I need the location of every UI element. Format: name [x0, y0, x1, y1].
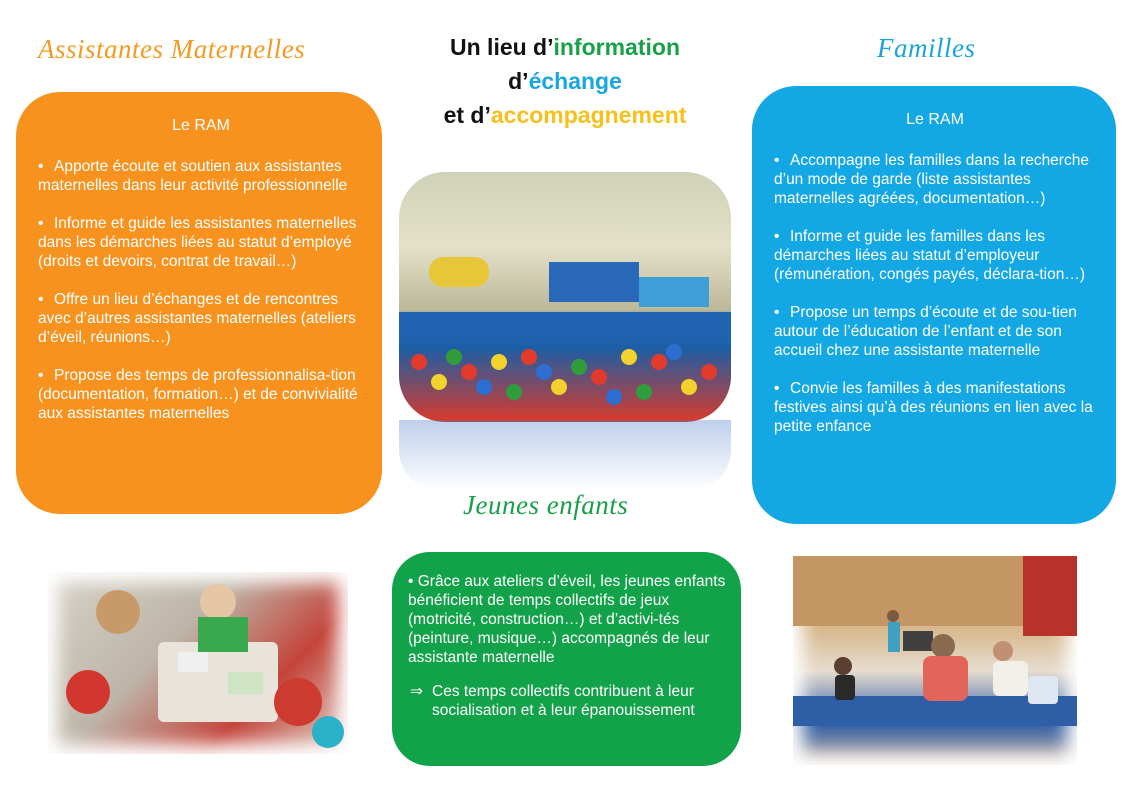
center-title-line-1: Un lieu d’information	[450, 34, 680, 60]
bullet-icon: •	[774, 380, 780, 397]
ball-pit-reflection	[399, 420, 731, 490]
group-activity-photo	[793, 556, 1077, 765]
panel-je-item: • Grâce aux ateliers d’éveil, les jeunes enfants bénéficient de temps collectifs de jeux (motricité, construction…) et d’activi-tés (peinture, musique…) accompagnés de leur assistante maternelle	[408, 573, 726, 666]
center-title-line-2: d’échange	[508, 68, 622, 94]
bullet-icon: •	[38, 367, 44, 384]
bullet-icon: •	[38, 215, 44, 232]
center-title	[405, 30, 725, 132]
word-echange: échange	[528, 68, 622, 94]
bullet-icon: •	[774, 152, 780, 169]
heading-familles: Familles	[877, 33, 976, 63]
bullet-icon: •	[774, 228, 780, 245]
center-title-line-3: et d’accompagnement	[443, 102, 687, 128]
bullet-icon: •	[38, 291, 44, 308]
panel-fam-item: • Propose un temps d’écoute et de sou-tien autour de l’éducation de l’enfant et de son accueil chez une assistante maternelle	[774, 304, 1077, 359]
panel-familles	[752, 86, 1116, 524]
children-painting-photo	[48, 572, 348, 754]
panel-fam-item: • Accompagne les familles dans la recherche d’un mode de garde (liste assistantes maternelles agréées, documentation…)	[774, 152, 1089, 207]
bullet-icon: •	[38, 158, 44, 175]
panel-fam-item: • Convie les familles à des manifestations festives ainsi qu’à des réunions en lien avec la petite enfance	[774, 380, 1093, 435]
heading-jeunes-enfants: Jeunes enfants	[463, 490, 629, 520]
panel-am-item: • Propose des temps de professionnalisa-tion (documentation, formation…) et de convivialité aux assistantes maternelles	[38, 367, 358, 422]
bullet-icon: •	[408, 573, 414, 590]
panel-am-item: • Offre un lieu d’échanges et de rencontres avec d’autres assistantes maternelles (ateliers d’éveil, réunions…)	[38, 291, 356, 346]
bullet-icon: •	[774, 304, 780, 321]
panel-am-item: • Apporte écoute et soutien aux assistantes maternelles dans leur activité professionnelle	[38, 158, 348, 194]
panel-je-item-arrow: ⇒ Ces temps collectifs contribuent à leur socialisation et à leur épanouissement	[410, 683, 695, 719]
arrow-right-icon: ⇒	[410, 683, 423, 700]
word-information: information	[553, 34, 680, 60]
ball-pit-photo	[399, 172, 731, 422]
word-accompagnement: accompagnement	[490, 102, 687, 128]
panel-am-heading: Le RAM	[172, 117, 230, 134]
panel-jeunes-enfants	[392, 552, 741, 766]
heading-assistantes-maternelles: Assistantes Maternelles	[38, 34, 306, 64]
panel-assistantes-maternelles	[16, 92, 382, 514]
panel-am-item: • Informe et guide les assistantes maternelles dans les démarches liées au statut d’employé (droits et devoirs, contrat de travail…)	[38, 215, 357, 270]
panel-fam-heading: Le RAM	[906, 111, 964, 128]
panel-fam-item: • Informe et guide les familles dans les démarches liées au statut d’employeur (rémunération, congés payés, déclara-tion…)	[774, 228, 1086, 283]
